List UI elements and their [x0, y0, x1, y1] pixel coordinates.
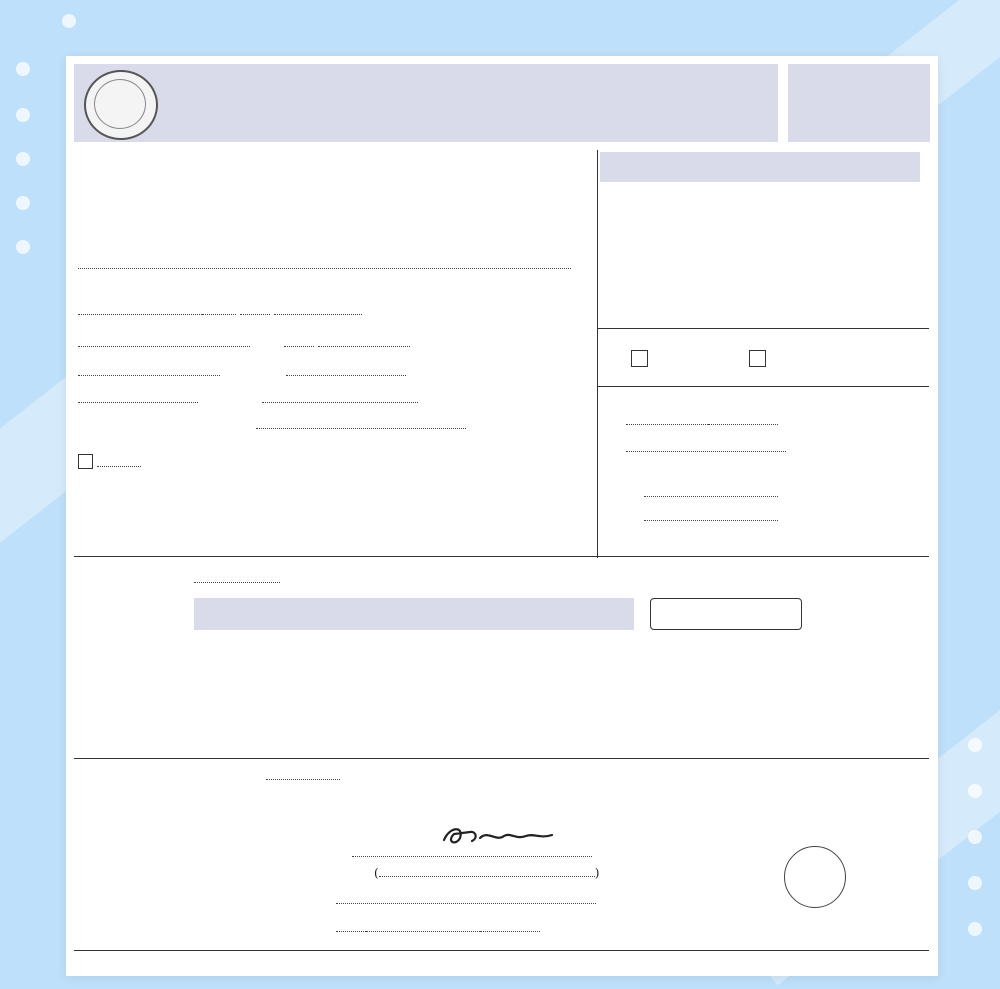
moo-field[interactable]	[284, 346, 314, 347]
background-dot	[16, 62, 30, 76]
revenue-department-seal-icon	[84, 70, 158, 140]
submit-title	[600, 152, 920, 182]
year-field[interactable]	[480, 931, 540, 932]
background-dot	[62, 14, 76, 28]
address-row-1	[78, 304, 362, 319]
background-dot	[16, 108, 30, 122]
declaration-line-1	[266, 769, 340, 783]
summary-title	[194, 598, 634, 630]
declaration-position-row	[336, 893, 596, 907]
soi-field[interactable]	[318, 346, 410, 347]
receipt-book-row	[626, 414, 778, 428]
position-field[interactable]	[336, 903, 596, 904]
receipt-date-row	[644, 510, 778, 524]
background-dot	[16, 152, 30, 166]
month-field[interactable]	[366, 931, 480, 932]
column-divider	[597, 150, 598, 558]
declarant-name-field[interactable]	[379, 876, 595, 877]
building-field[interactable]	[78, 314, 202, 315]
receipt-date-field[interactable]	[644, 520, 778, 521]
month-year-field[interactable]	[97, 466, 141, 467]
district-field[interactable]	[78, 402, 198, 403]
divider	[74, 758, 929, 759]
room-field[interactable]	[202, 314, 236, 315]
background-dot	[968, 738, 982, 752]
attachment-count-field[interactable]	[194, 582, 280, 583]
province-field[interactable]	[262, 402, 418, 403]
payer-name-field[interactable]	[78, 268, 571, 269]
phone-row	[256, 418, 466, 432]
house-no-field[interactable]	[78, 346, 250, 347]
month-heading	[78, 454, 141, 470]
address-row-4	[78, 392, 418, 406]
background-dot	[968, 784, 982, 798]
divider	[597, 386, 929, 387]
declaration-count-field[interactable]	[266, 779, 340, 780]
background-dot	[968, 830, 982, 844]
address-row-3	[78, 365, 406, 379]
village-field[interactable]	[274, 314, 362, 315]
header-band	[74, 64, 778, 142]
divider	[597, 328, 929, 329]
phone-field[interactable]	[256, 428, 466, 429]
background-dot	[16, 196, 30, 210]
background-dot	[968, 922, 982, 936]
receipt-book-field[interactable]	[626, 424, 708, 425]
declaration-sign-row	[352, 846, 592, 860]
signature-image	[436, 822, 566, 848]
road-field[interactable]	[78, 375, 220, 376]
receipt-sign-row	[644, 486, 778, 500]
declaration-name-row: ( )	[374, 866, 600, 880]
divider	[74, 556, 929, 557]
background-dot	[968, 876, 982, 890]
amount-header	[650, 598, 802, 630]
subdistrict-field[interactable]	[286, 375, 406, 376]
attachment-row	[194, 572, 280, 587]
divider	[74, 950, 929, 951]
declaration-date-row	[336, 921, 540, 935]
receipt-amount-field[interactable]	[626, 451, 786, 452]
form-code	[788, 64, 930, 142]
receipt-number-field[interactable]	[708, 424, 778, 425]
floor-field[interactable]	[240, 314, 270, 315]
empty-box-icon	[78, 454, 93, 469]
extra-filing-checkbox[interactable]	[749, 350, 766, 367]
day-field[interactable]	[336, 931, 366, 932]
address-row-2	[78, 336, 410, 350]
tax-form-paper	[66, 56, 938, 976]
receipt-amount-row	[626, 441, 786, 455]
declaration-sign-field[interactable]	[352, 856, 592, 857]
receipt-sign-field[interactable]	[644, 496, 778, 497]
background-dot	[16, 240, 30, 254]
normal-filing-checkbox[interactable]	[631, 350, 648, 367]
company-stamp-area	[784, 846, 846, 908]
